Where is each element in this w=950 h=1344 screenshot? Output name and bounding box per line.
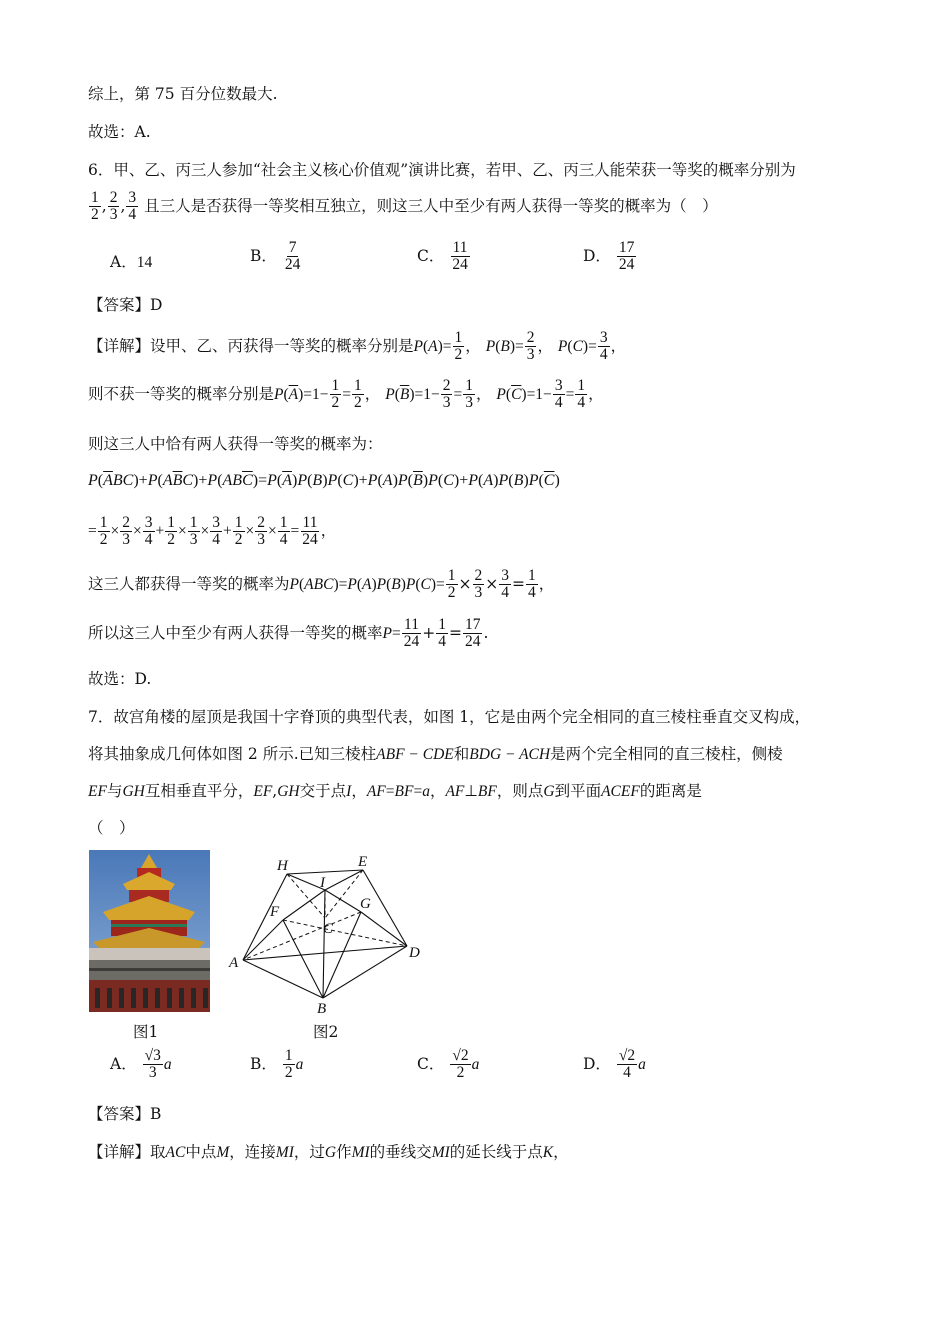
figure-2-caption: 图2 bbox=[313, 1023, 339, 1041]
option-c: C． $\frac{11}{24}$ bbox=[417, 239, 468, 274]
question-7-paren: （ ） bbox=[88, 819, 135, 837]
label-c: C bbox=[323, 921, 334, 937]
dashed-edge bbox=[283, 920, 407, 946]
detail-6-line3: 则这三人中恰有两人获得一等奖的概率为： bbox=[88, 435, 383, 453]
edge bbox=[287, 870, 363, 874]
edge bbox=[323, 946, 407, 998]
edge bbox=[325, 870, 363, 890]
figure-2-diagram bbox=[225, 850, 430, 1020]
detail-6-formula: $P(\overline{A}BC)+P(A\overline{B}C)+P(AB\overline{C})=P(\overline{A})P(B)P(C)+P(A)P(\overline{B})P(C)+P(A)P(B)P(\overline{C})$ bbox=[88, 472, 560, 489]
question-7-line1: 7．故宫角楼的屋顶是我国十字脊顶的典型代表，如图 1，它是由两个完全相同的直三棱柱垂直交叉构成， bbox=[88, 708, 811, 726]
detail-6-line1: 【详解】设甲、乙、丙获得一等奖的概率分别是P(A)= $\frac{1}{2}$ ， P(B)= $\frac{2}{3}$ ， P(C)= $\frac{3}{4}$ ， bbox=[88, 329, 627, 364]
edge bbox=[361, 912, 407, 946]
question-7-line3: EF与GH互相垂直平分，EF,GH交于点I，AF=BF=a，AF⊥BF，则点G到平面ACEF的距离是 bbox=[88, 782, 702, 800]
detail-6-calc: = $\frac{1}{2}$ × $\frac{2}{3}$ × $\frac{3}{4}$ + $\frac{1}{2}$ × $\frac{1}{3}$ × $\frac{3}{4}$ + $\frac{1}{2}$ × $\frac{2}{3}$ × $\frac{1}{4}$ = $\frac{11}{24}$ ， bbox=[88, 514, 337, 549]
detail-7-line1: 【详解】取AC中点M，连接MI，过G作MI的垂线交MI的延长线于点K， bbox=[88, 1143, 569, 1161]
option-b: B． $\frac{7}{24}$ bbox=[250, 239, 301, 274]
edge bbox=[283, 890, 325, 920]
answer-7: 【答案】B bbox=[88, 1105, 162, 1123]
edge bbox=[325, 890, 361, 912]
option-b: B． $\frac{1}{2}$ a bbox=[250, 1047, 304, 1082]
answer-6: 【答案】D bbox=[88, 296, 163, 314]
text-line: 故选：A. bbox=[88, 123, 151, 141]
question-6-stem-cont: $\frac{1}{2}$ , $\frac{2}{3}$ , $\frac{3}{4}$ 且三人是否获得一等奖相互独立，则这三人中至少有两人获得一等奖的概率为（ ） bbox=[91, 189, 718, 224]
label-e: E bbox=[358, 854, 368, 870]
option-d: D． $\frac{√2}{4}$ a bbox=[583, 1047, 646, 1082]
choose-6: 故选：D. bbox=[88, 670, 152, 688]
option-d: D． $\frac{17}{24}$ bbox=[583, 239, 635, 274]
edge bbox=[243, 946, 407, 960]
label-h: H bbox=[277, 858, 288, 874]
label-b: B bbox=[317, 1001, 327, 1017]
edge bbox=[243, 874, 287, 960]
label-f: F bbox=[270, 904, 280, 920]
label-a: A bbox=[229, 955, 239, 971]
text-line: 综上，第 75 百分位数最大. bbox=[88, 85, 278, 103]
detail-6-all-three: 这三人都获得一等奖的概率为P(ABC)=P(A)P(B)P(C)= $\frac{1}{2}$ × $\frac{2}{3}$ × $\frac{3}{4}$ = $\frac{1}{4}$ ， bbox=[88, 567, 555, 602]
detail-6-line2: 则不获一等奖的概率分别是$P(\overline{A})=1-$ $\frac{1}{2}$ = $\frac{1}{2}$ ， $P(\overline{B})=1-$ $\frac{2}{3}$ = $\frac{1}{3}$ ， $P(\overline{C})=1-$ $\frac{3}{4}$ = $\frac{1}{4}$ ， bbox=[88, 377, 604, 412]
label-d: D bbox=[409, 945, 420, 961]
label-i: I bbox=[320, 875, 325, 891]
edge bbox=[283, 920, 323, 998]
option-a: A．14 bbox=[110, 253, 153, 271]
detail-6-result: 所以这三人中至少有两人获得一等奖的概率P= $\frac{11}{24}$ + $\frac{1}{4}$ = $\frac{17}{24}$ . bbox=[88, 616, 489, 651]
option-a: A． $\frac{√3}{3}$ a bbox=[110, 1047, 172, 1082]
question-6-stem: 6．甲、乙、丙三人参加“社会主义核心价值观”演讲比赛，若甲、乙、丙三人能荣获一等奖的概率分别为 bbox=[88, 161, 796, 179]
edge bbox=[243, 960, 323, 998]
option-c: C． $\frac{√2}{2}$ a bbox=[417, 1047, 480, 1082]
label-g: G bbox=[360, 896, 371, 912]
question-7-line2: 将其抽象成几何体如图 2 所示.已知三棱柱ABF − CDE和BDG − ACH是两个完全相同的直三棱柱，侧棱 bbox=[88, 745, 783, 763]
figure-1-tower-image bbox=[89, 850, 210, 1012]
edge bbox=[243, 920, 283, 960]
figure-1-caption: 图1 bbox=[133, 1023, 159, 1041]
